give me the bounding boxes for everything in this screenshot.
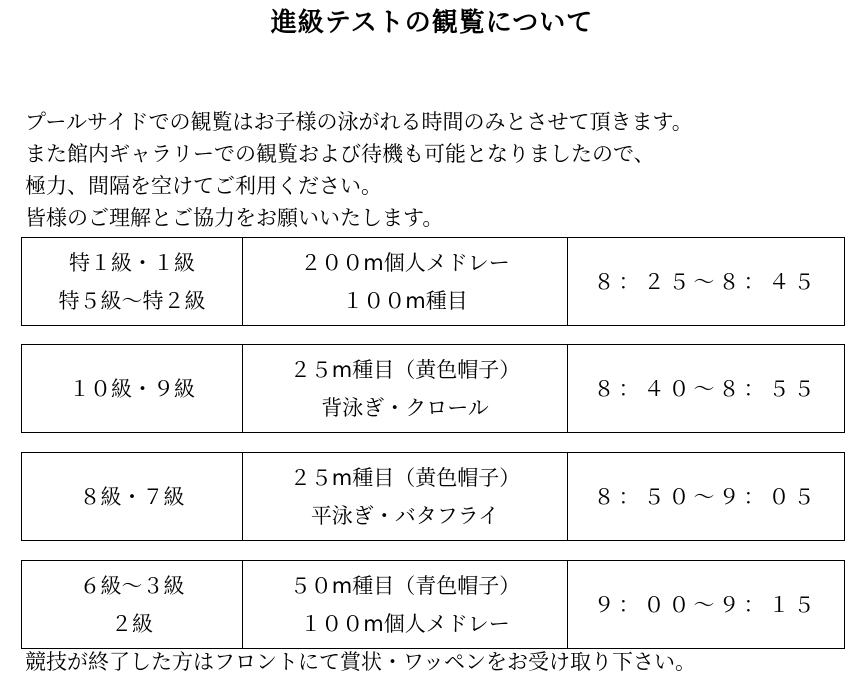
grade-line: ８級・７級 (79, 484, 185, 509)
grade-line: ６級～３級 (79, 573, 185, 598)
event-line: 背泳ぎ・クロール (321, 395, 489, 420)
schedule-row (22, 345, 845, 433)
event-line: 平泳ぎ・バタフライ (310, 503, 500, 528)
event-line: １００m種目 (342, 288, 468, 313)
event-cell (243, 561, 568, 649)
event-cell (243, 453, 568, 541)
schedule-table-3 (21, 452, 845, 541)
schedule-table-4 (21, 560, 845, 649)
event-line: ５０m種目（青色帽子） (289, 573, 521, 598)
grade-cell (22, 453, 243, 541)
grade-cell (22, 238, 243, 326)
schedule-row (22, 561, 845, 649)
intro-text (25, 106, 845, 234)
event-line: ２００m個人メドレー (300, 250, 510, 275)
grade-line: １０級・９級 (69, 376, 195, 401)
grade-line: ２級 (111, 611, 153, 636)
event-cell (243, 345, 568, 433)
event-line: １００m個人メドレー (300, 611, 510, 636)
page-title: 進級テストの観覧について (270, 8, 594, 38)
grade-cell (22, 345, 243, 433)
event-line: ２５m種目（黄色帽子） (289, 357, 521, 382)
intro-line: 皆様のご理解とご協力をお願いいたします。 (25, 206, 444, 230)
footer-note: 競技が終了した方はフロントにて賞状・ワッペンをお受け取り下さい。 (25, 650, 696, 674)
time-cell: ８：４０～８：５５ (568, 345, 845, 433)
schedule-table-1 (21, 237, 845, 326)
time-cell: ９：００～９：１５ (568, 561, 845, 649)
intro-line: また館内ギャラリーでの観覧および待機も可能となりましたので、 (25, 142, 655, 166)
schedule-row (22, 238, 845, 326)
grade-cell (22, 561, 243, 649)
time-cell: ８：２５～８：４５ (568, 238, 845, 326)
grade-line: 特１級・１級 (69, 250, 195, 275)
time-cell: ８：５０～９：０５ (568, 453, 845, 541)
grade-line: 特５級～特２級 (58, 288, 206, 313)
intro-line: プールサイドでの観覧はお子様の泳がれる時間のみとさせて頂きます。 (25, 110, 693, 134)
schedule-row (22, 453, 845, 541)
event-cell (243, 238, 568, 326)
intro-line: 極力、間隔を空けてご利用ください。 (25, 174, 382, 198)
event-line: ２５m種目（黄色帽子） (289, 465, 521, 490)
schedule-table-2 (21, 344, 845, 433)
